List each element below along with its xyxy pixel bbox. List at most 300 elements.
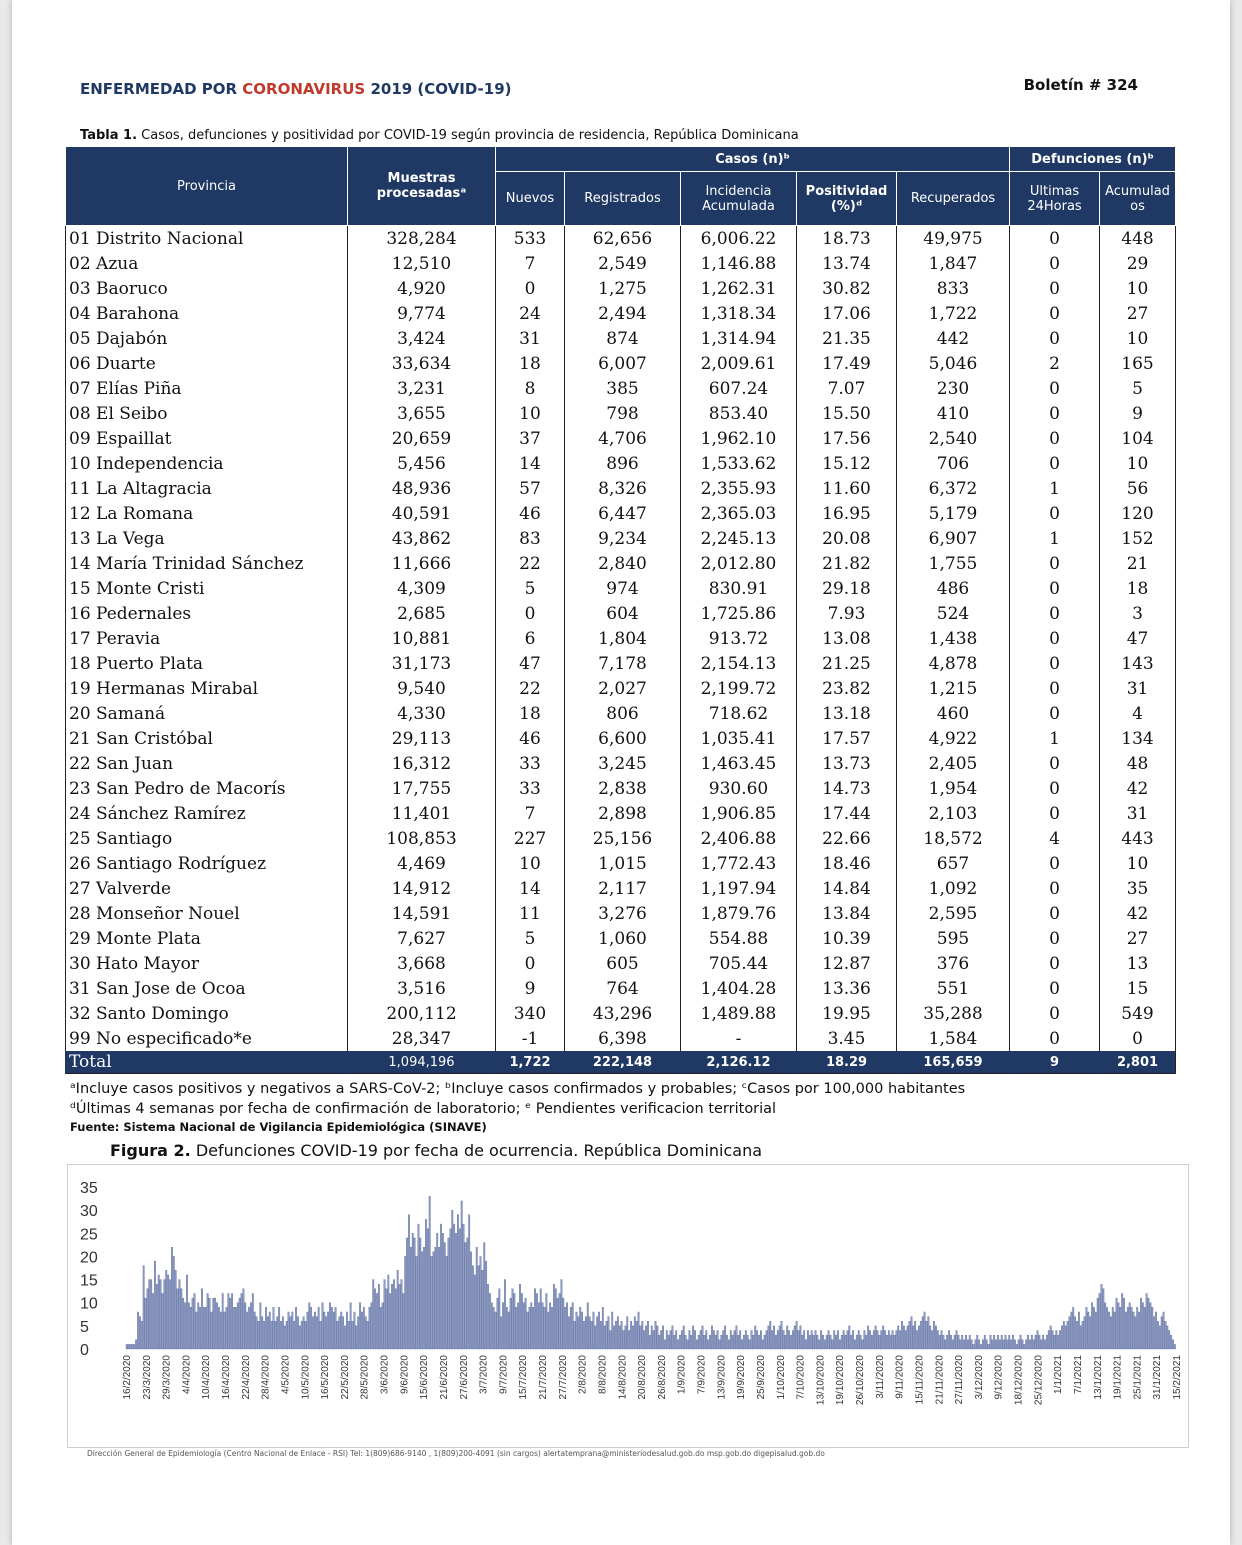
table-cell: 134 — [1100, 726, 1176, 751]
table-row — [66, 701, 1176, 726]
bar — [715, 1335, 716, 1349]
x-tick-label: 9/12/2020 — [993, 1355, 1005, 1400]
bar — [589, 1317, 590, 1349]
bar — [335, 1307, 336, 1349]
table-cell: 48,936 — [348, 476, 496, 501]
bar — [1084, 1317, 1085, 1349]
bar — [1039, 1335, 1040, 1349]
bar — [713, 1330, 714, 1349]
table-cell: 595 — [897, 926, 1010, 951]
bar — [664, 1340, 665, 1349]
table-cell: 706 — [897, 451, 1010, 476]
bar — [160, 1280, 161, 1349]
bar — [696, 1340, 697, 1349]
bar — [1042, 1335, 1043, 1349]
bar — [828, 1330, 829, 1349]
bar — [452, 1210, 453, 1349]
bar — [954, 1335, 955, 1349]
bar — [514, 1293, 515, 1349]
bar — [484, 1243, 485, 1349]
table-cell: 5 — [496, 926, 565, 951]
bar — [480, 1256, 481, 1349]
table-cell: 385 — [565, 376, 681, 401]
bar — [290, 1317, 291, 1349]
bar — [1121, 1293, 1122, 1349]
bar — [630, 1321, 631, 1349]
table-cell: 42 — [1100, 776, 1176, 801]
bar — [139, 1317, 140, 1349]
bar — [141, 1321, 142, 1349]
bar — [977, 1335, 978, 1349]
table-cell: 13.74 — [797, 251, 897, 276]
bar — [487, 1284, 488, 1349]
x-tick-label: 13/1/2021 — [1092, 1355, 1104, 1400]
bar — [920, 1321, 921, 1349]
bar — [1133, 1312, 1134, 1349]
x-tick-label: 22/5/2020 — [339, 1355, 351, 1400]
bar — [1091, 1303, 1092, 1349]
x-tick-label: 27/11/2020 — [954, 1355, 966, 1405]
bar — [724, 1326, 725, 1349]
bar — [546, 1293, 547, 1349]
col-nuevos: Nuevos — [496, 172, 565, 226]
table-row — [66, 376, 1176, 401]
table-cell: 0 — [1010, 576, 1100, 601]
table-cell: 4 — [1100, 701, 1176, 726]
x-tick-label: 3/7/2020 — [478, 1355, 490, 1394]
bar — [248, 1307, 249, 1349]
bar — [363, 1307, 364, 1349]
bar — [668, 1335, 669, 1349]
bar — [741, 1340, 742, 1349]
bar — [875, 1326, 876, 1349]
table-cell: 3,668 — [348, 951, 496, 976]
bar — [911, 1317, 912, 1349]
table-cell: 10 — [1100, 326, 1176, 351]
x-tick-label: 19/10/2020 — [835, 1355, 847, 1406]
bar — [508, 1312, 509, 1349]
table-caption-label: Tabla 1. — [80, 128, 138, 143]
bar — [220, 1312, 221, 1349]
bar — [1127, 1307, 1128, 1349]
table-cell: 6,372 — [897, 476, 1010, 501]
bar — [796, 1321, 797, 1349]
table-cell: 4,920 — [348, 276, 496, 301]
bar — [143, 1266, 144, 1349]
figure-caption-label: Figura 2. — [110, 1141, 191, 1160]
bar — [1024, 1344, 1025, 1349]
province-name: 03 Baoruco — [66, 276, 348, 301]
bar — [1101, 1284, 1102, 1349]
province-name: 16 Pedernales — [66, 601, 348, 626]
bar — [1118, 1303, 1119, 1349]
table-cell: 1,262.31 — [681, 276, 797, 301]
bar — [284, 1326, 285, 1349]
bar — [1093, 1307, 1094, 1349]
bar — [634, 1317, 635, 1349]
table-cell: 2,494 — [565, 301, 681, 326]
bar — [649, 1335, 650, 1349]
table-cell: 14.84 — [797, 876, 897, 901]
x-tick-label: 25/12/2020 — [1033, 1355, 1045, 1406]
bar — [824, 1340, 825, 1349]
bar — [563, 1298, 564, 1349]
bar — [525, 1298, 526, 1349]
table-cell: 549 — [1100, 1001, 1176, 1026]
table-cell: 4,330 — [348, 701, 496, 726]
table-cell: 104 — [1100, 426, 1176, 451]
bar — [154, 1261, 155, 1349]
table-cell: 4,878 — [897, 651, 1010, 676]
col-recuperados: Recuperados — [897, 172, 1010, 226]
bar — [721, 1335, 722, 1349]
bar — [352, 1321, 353, 1349]
bar — [946, 1335, 947, 1349]
x-tick-label: 14/8/2020 — [617, 1355, 629, 1400]
bar — [975, 1340, 976, 1349]
table-cell: 2,549 — [565, 251, 681, 276]
document-page — [12, 0, 1230, 1545]
x-tick-label: 7/10/2020 — [795, 1355, 807, 1400]
bar — [1041, 1340, 1042, 1349]
bar — [1131, 1307, 1132, 1349]
bar — [288, 1312, 289, 1349]
bar — [864, 1330, 865, 1349]
table-cell: 0 — [1010, 751, 1100, 776]
table-cell: 604 — [565, 601, 681, 626]
bar — [579, 1307, 580, 1349]
table-cell: 2,199.72 — [681, 676, 797, 701]
col-provincia: Provincia — [66, 147, 348, 226]
table-cell: 143 — [1100, 651, 1176, 676]
table-cell: 551 — [897, 976, 1010, 1001]
bar — [595, 1326, 596, 1349]
bar — [621, 1321, 622, 1349]
bar — [632, 1326, 633, 1349]
table-cell: 21 — [1100, 551, 1176, 576]
bar — [269, 1312, 270, 1349]
bar — [1050, 1326, 1051, 1349]
table-cell: 21.25 — [797, 651, 897, 676]
bar — [1078, 1312, 1079, 1349]
bar — [726, 1335, 727, 1349]
bar — [662, 1326, 663, 1349]
bar — [527, 1312, 528, 1349]
bar — [476, 1247, 477, 1349]
bar — [1159, 1326, 1160, 1349]
total-cell: 2,801 — [1100, 1051, 1176, 1074]
bar — [709, 1335, 710, 1349]
bar — [1138, 1312, 1139, 1349]
table-cell: 442 — [897, 326, 1010, 351]
bar — [342, 1317, 343, 1349]
bar — [1065, 1326, 1066, 1349]
bar — [181, 1289, 182, 1349]
bar — [1061, 1326, 1062, 1349]
table-cell: 607.24 — [681, 376, 797, 401]
bar — [538, 1303, 539, 1349]
table-cell: 11.60 — [797, 476, 897, 501]
bar — [286, 1321, 287, 1349]
bar — [574, 1321, 575, 1349]
bar — [593, 1312, 594, 1349]
bar — [837, 1330, 838, 1349]
table-cell: 24 — [496, 301, 565, 326]
table-cell: 14,912 — [348, 876, 496, 901]
bar — [627, 1317, 628, 1349]
col-incidencia: Incidencia Acumulada — [681, 172, 797, 226]
bar — [512, 1289, 513, 1349]
bar — [389, 1293, 390, 1349]
table-cell: 4,922 — [897, 726, 1010, 751]
table-cell: 47 — [496, 651, 565, 676]
bar — [901, 1321, 902, 1349]
bar — [292, 1312, 293, 1349]
bar — [457, 1215, 458, 1349]
y-tick-label: 0 — [80, 1342, 89, 1359]
bar — [849, 1326, 850, 1349]
bar — [393, 1280, 394, 1349]
bar — [655, 1321, 656, 1349]
bar — [790, 1335, 791, 1349]
table-cell: 554.88 — [681, 926, 797, 951]
province-name: 07 Elías Piña — [66, 376, 348, 401]
bar — [378, 1284, 379, 1349]
y-tick-label: 10 — [80, 1295, 98, 1313]
bar — [952, 1340, 953, 1349]
province-name: 27 Valverde — [66, 876, 348, 901]
bar — [229, 1298, 230, 1349]
bar — [1095, 1312, 1096, 1349]
bar — [909, 1321, 910, 1349]
bar — [606, 1321, 607, 1349]
x-tick-label: 27/7/2020 — [557, 1355, 569, 1400]
total-cell: 18.29 — [797, 1051, 897, 1074]
bar — [1069, 1317, 1070, 1349]
bar — [894, 1335, 895, 1349]
table-cell: 2,009.61 — [681, 351, 797, 376]
table-cell: 0 — [1010, 976, 1100, 1001]
bar — [973, 1344, 974, 1349]
x-tick-label: 22/4/2020 — [240, 1355, 252, 1400]
x-tick-label: 13/10/2020 — [815, 1355, 827, 1406]
bar — [638, 1312, 639, 1349]
bar — [802, 1335, 803, 1349]
bar — [367, 1321, 368, 1349]
bar — [931, 1330, 932, 1349]
table-cell: 15 — [1100, 976, 1176, 1001]
province-name: 25 Santiago — [66, 826, 348, 851]
table-cell: 31,173 — [348, 651, 496, 676]
bar — [410, 1247, 411, 1349]
bar — [1046, 1335, 1047, 1349]
bar — [969, 1335, 970, 1349]
bar — [325, 1317, 326, 1349]
bar — [346, 1312, 347, 1349]
x-tick-label: 15/7/2020 — [518, 1355, 530, 1400]
table-cell: 0 — [1010, 551, 1100, 576]
table-cell: 0 — [1100, 1026, 1176, 1051]
table-cell: 0 — [1010, 1026, 1100, 1051]
bar — [1168, 1330, 1169, 1349]
bar — [1044, 1340, 1045, 1349]
bar — [820, 1330, 821, 1349]
table-cell: 4,309 — [348, 576, 496, 601]
bar — [555, 1289, 556, 1349]
table-cell: 10 — [1100, 451, 1176, 476]
bar — [677, 1340, 678, 1349]
bar — [811, 1330, 812, 1349]
bar — [273, 1307, 274, 1349]
table-cell: -1 — [496, 1026, 565, 1051]
bar — [1157, 1321, 1158, 1349]
table-cell: 13 — [1100, 951, 1176, 976]
table-cell: 1,755 — [897, 551, 1010, 576]
bar — [1114, 1312, 1115, 1349]
bar — [736, 1326, 737, 1349]
table-cell: 0 — [496, 601, 565, 626]
table-row — [66, 776, 1176, 801]
bar — [371, 1303, 372, 1349]
bar — [440, 1224, 441, 1349]
title-highlight: CORONAVIRUS — [242, 80, 366, 98]
table-cell: 0 — [496, 276, 565, 301]
bar — [254, 1312, 255, 1349]
bar — [404, 1256, 405, 1349]
bar — [570, 1307, 571, 1349]
table-cell: 6,006.22 — [681, 226, 797, 252]
table-cell: 7,627 — [348, 926, 496, 951]
bar — [613, 1326, 614, 1349]
note-line-2: ᵈÚltimas 4 semanas por fecha de confirmación de laboratorio; ᵉ Pendientes verificacion territorial — [70, 1101, 777, 1117]
bar — [587, 1303, 588, 1349]
bar — [263, 1321, 264, 1349]
bar — [166, 1270, 167, 1349]
province-name: 21 San Cristóbal — [66, 726, 348, 751]
table-cell: 165 — [1100, 351, 1176, 376]
table-row — [66, 526, 1176, 551]
table-cell: 43,296 — [565, 1001, 681, 1026]
y-tick-label: 35 — [80, 1180, 98, 1197]
bar — [314, 1312, 315, 1349]
table-cell: 31 — [1100, 801, 1176, 826]
table-cell: 0 — [496, 951, 565, 976]
province-name: 14 María Trinidad Sánchez — [66, 551, 348, 576]
bar — [847, 1330, 848, 1349]
bar — [873, 1330, 874, 1349]
bar — [611, 1312, 612, 1349]
table-cell: 9,540 — [348, 676, 496, 701]
bar — [961, 1335, 962, 1349]
bar — [201, 1289, 202, 1349]
bar — [429, 1196, 430, 1349]
table-cell: 705.44 — [681, 951, 797, 976]
bar — [186, 1275, 187, 1349]
x-tick-label: 23/3/2020 — [141, 1355, 153, 1400]
x-tick-label: 31/1/2021 — [1152, 1355, 1164, 1400]
bar — [205, 1307, 206, 1349]
x-tick-label: 8/8/2020 — [597, 1355, 609, 1394]
bar — [233, 1307, 234, 1349]
table-row — [66, 951, 1176, 976]
bar — [890, 1335, 891, 1349]
table-cell: 11 — [496, 901, 565, 926]
bar — [431, 1256, 432, 1349]
bar — [871, 1335, 872, 1349]
table-cell: 4,706 — [565, 426, 681, 451]
bar — [645, 1326, 646, 1349]
bar — [881, 1330, 882, 1349]
bar — [918, 1326, 919, 1349]
bar — [167, 1275, 168, 1349]
bar — [548, 1312, 549, 1349]
table-body — [66, 226, 1176, 1074]
table-row — [66, 476, 1176, 501]
table-row — [66, 751, 1176, 776]
table-notes — [70, 1079, 965, 1135]
bar — [256, 1317, 257, 1349]
table-cell: 853.40 — [681, 401, 797, 426]
table-cell: 33,634 — [348, 351, 496, 376]
table-cell: 833 — [897, 276, 1010, 301]
table-cell: 9 — [1100, 401, 1176, 426]
bar — [1136, 1307, 1137, 1349]
bar — [800, 1326, 801, 1349]
table-cell: 30.82 — [797, 276, 897, 301]
table-cell: 0 — [1010, 851, 1100, 876]
table-cell: 0 — [1010, 626, 1100, 651]
bar — [1106, 1307, 1107, 1349]
table-cell: 108,853 — [348, 826, 496, 851]
x-tick-label: 10/5/2020 — [300, 1355, 312, 1400]
table-cell: 0 — [1010, 501, 1100, 526]
bar — [785, 1335, 786, 1349]
table-cell: 657 — [897, 851, 1010, 876]
province-name: 99 No especificado*e — [66, 1026, 348, 1051]
table-row — [66, 626, 1176, 651]
group-casos: Casos (n)ᵇ — [496, 147, 1010, 172]
bar — [730, 1330, 731, 1349]
table-cell: 5 — [496, 576, 565, 601]
bar — [309, 1303, 310, 1349]
table-cell: 29 — [1100, 251, 1176, 276]
province-name: 13 La Vega — [66, 526, 348, 551]
table-cell: 27 — [1100, 301, 1176, 326]
table-row — [66, 976, 1176, 1001]
bar — [523, 1303, 524, 1349]
bar — [158, 1275, 159, 1349]
table-cell: 17.56 — [797, 426, 897, 451]
bar — [175, 1270, 176, 1349]
bar — [852, 1330, 853, 1349]
province-name: 05 Dajabón — [66, 326, 348, 351]
table-cell: 18.73 — [797, 226, 897, 252]
x-tick-label: 26/8/2020 — [656, 1355, 668, 1400]
bar — [282, 1317, 283, 1349]
bar — [128, 1344, 129, 1349]
bar — [173, 1256, 174, 1349]
bar — [320, 1321, 321, 1349]
bar — [591, 1321, 592, 1349]
table-row — [66, 601, 1176, 626]
bar — [169, 1280, 170, 1349]
bar — [164, 1280, 165, 1349]
col-acumulados: Acumulad os — [1100, 172, 1176, 226]
bar — [137, 1312, 138, 1349]
bar — [670, 1330, 671, 1349]
bar — [250, 1303, 251, 1349]
bar — [625, 1326, 626, 1349]
